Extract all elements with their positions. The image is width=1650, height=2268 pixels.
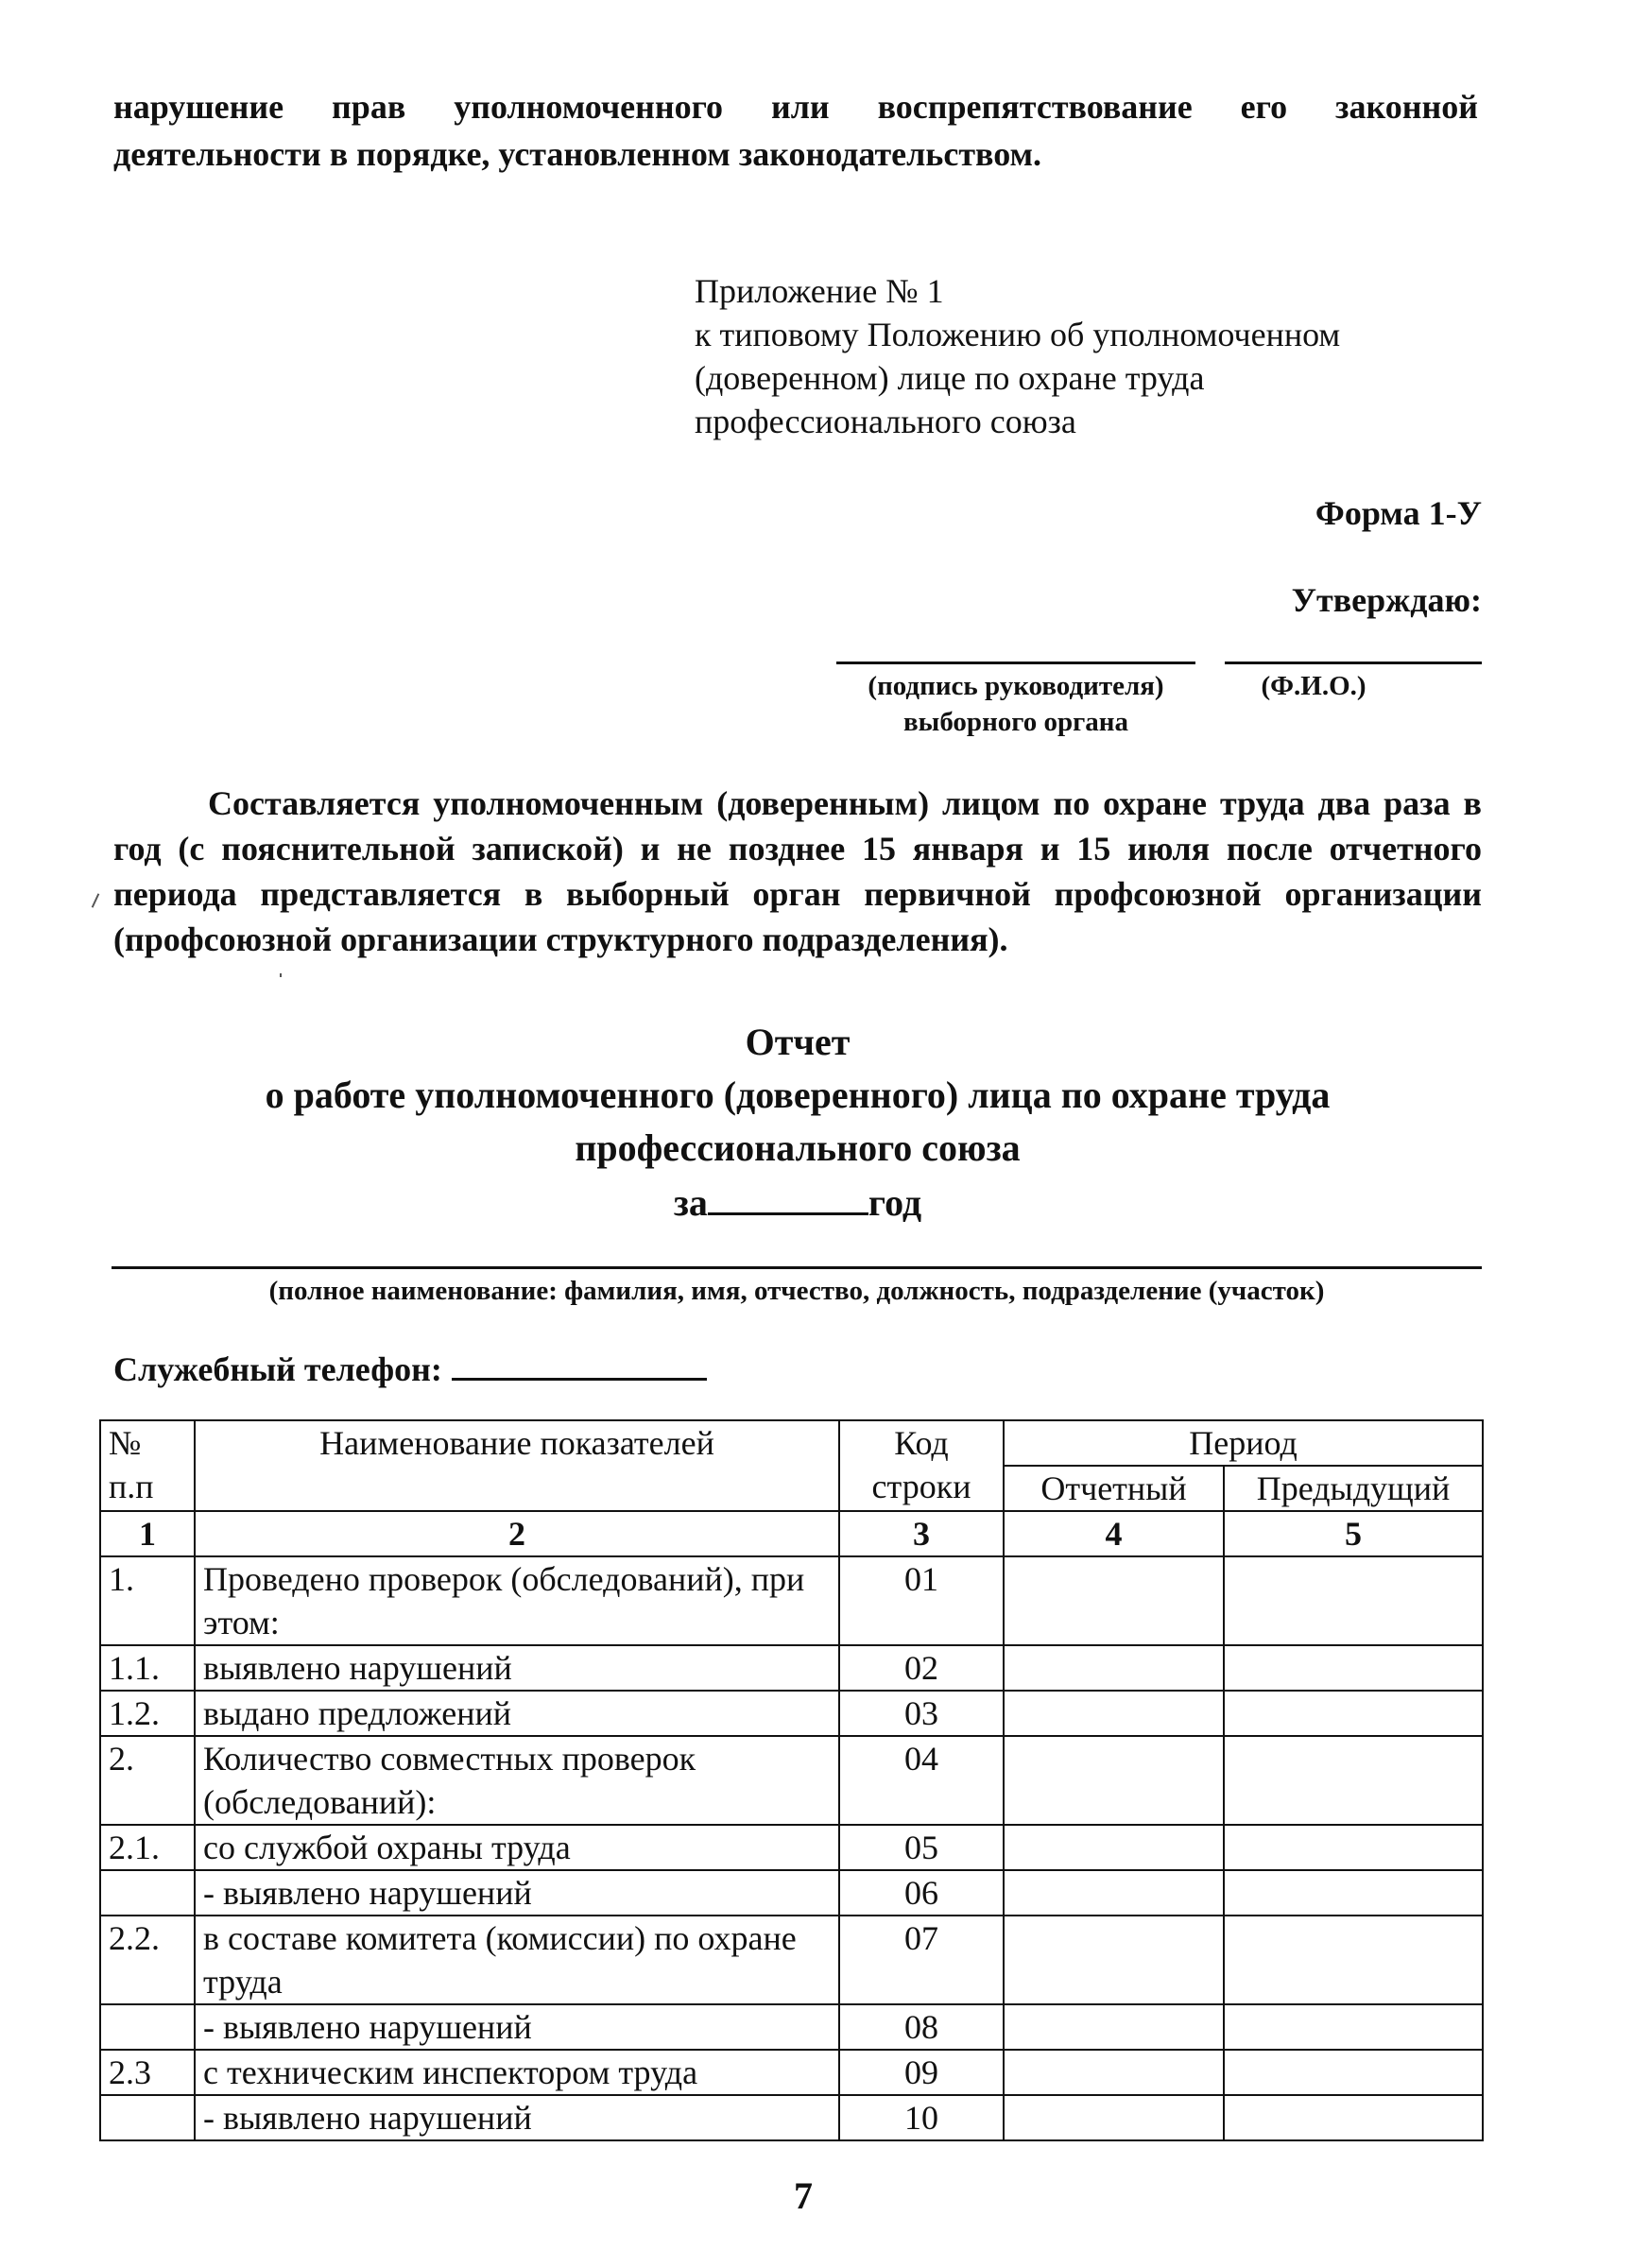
- row-previous-cell[interactable]: [1224, 1691, 1483, 1736]
- row-previous-cell[interactable]: [1224, 1825, 1483, 1870]
- header-reporting: Отчетный: [1004, 1466, 1224, 1511]
- row-name: Проведено проверок (обследований), при этом:: [195, 1556, 839, 1645]
- row-code: 02: [839, 1645, 1004, 1691]
- row-num: [100, 1870, 195, 1916]
- phone-input[interactable]: [452, 1346, 707, 1381]
- header-code: [839, 1420, 1004, 1511]
- appendix-header: [695, 269, 1545, 443]
- column-numbers-row: [100, 1511, 1483, 1556]
- row-previous-cell[interactable]: [1224, 1736, 1483, 1825]
- row-code: 09: [839, 2050, 1004, 2095]
- row-previous-cell[interactable]: [1224, 1645, 1483, 1691]
- row-code: 07: [839, 1916, 1004, 2004]
- row-num: 2.: [100, 1736, 195, 1825]
- row-num: 1.1.: [100, 1645, 195, 1691]
- row-num: 1.: [100, 1556, 195, 1645]
- appendix-line: Приложение № 1: [695, 272, 944, 310]
- column-number: 2: [195, 1511, 839, 1556]
- table-row: [100, 1736, 1483, 1825]
- row-code: 05: [839, 1825, 1004, 1870]
- row-code: 06: [839, 1870, 1004, 1916]
- header-code-line-1: Код: [894, 1424, 949, 1462]
- header-previous: Предыдущий: [1224, 1466, 1483, 1511]
- row-reporting-cell[interactable]: [1004, 1736, 1224, 1825]
- row-num: [100, 2004, 195, 2050]
- table-row: [100, 1691, 1483, 1736]
- row-previous-cell[interactable]: [1224, 2004, 1483, 2050]
- header-period: Период: [1004, 1420, 1483, 1466]
- appendix-line: к типовому Положению об уполномоченном: [695, 316, 1341, 353]
- row-reporting-cell[interactable]: [1004, 2050, 1224, 2095]
- phone-label: Служебный телефон:: [113, 1350, 442, 1388]
- row-code: 04: [839, 1736, 1004, 1825]
- row-name: Количество совместных проверок (обследований):: [195, 1736, 839, 1825]
- row-num: 1.2.: [100, 1691, 195, 1736]
- signature-field[interactable]: [836, 662, 1195, 664]
- row-name: со службой охраны труда: [195, 1825, 839, 1870]
- row-code: 08: [839, 2004, 1004, 2050]
- row-num: 2.2.: [100, 1916, 195, 2004]
- table-row: [100, 2050, 1483, 2095]
- fio-field[interactable]: [1225, 662, 1482, 664]
- row-name: выдано предложений: [195, 1691, 839, 1736]
- year-suffix: год: [868, 1181, 922, 1224]
- row-code: 03: [839, 1691, 1004, 1736]
- header-name: Наименование показателей: [195, 1420, 839, 1511]
- row-reporting-cell[interactable]: [1004, 1916, 1224, 2004]
- table-row: [100, 1916, 1483, 2004]
- fio-caption: (Ф.И.О.): [1261, 671, 1366, 701]
- row-reporting-cell[interactable]: [1004, 1691, 1224, 1736]
- table-row: [100, 1556, 1483, 1645]
- column-number: 3: [839, 1511, 1004, 1556]
- report-title-line-1: Отчет: [745, 1021, 851, 1063]
- column-number: 1: [100, 1511, 195, 1556]
- row-previous-cell[interactable]: [1224, 2050, 1483, 2095]
- scan-speck: [92, 893, 100, 907]
- report-title-line-2: о работе уполномоченного (доверенного) лица по охране труда: [265, 1074, 1331, 1116]
- table-row: [100, 1825, 1483, 1870]
- report-year-line: [674, 1175, 921, 1229]
- row-reporting-cell[interactable]: [1004, 1870, 1224, 1916]
- table-row: [100, 2095, 1483, 2140]
- row-name: в составе комитета (комиссии) по охране труда: [195, 1916, 839, 2004]
- report-title: [113, 1016, 1482, 1229]
- row-reporting-cell[interactable]: [1004, 1645, 1224, 1691]
- instructions-paragraph: Составляется уполномоченным (доверенным) лицом по охране труда два раза в год (с пояснительной запиской) и не позднее 15 января и 15 июля после отчетного периода представляется в выборный орган первичной профсоюзной организации (профсоюзной организации структурного подразделения).: [113, 784, 1482, 958]
- row-num: 2.3: [100, 2050, 195, 2095]
- row-code: 01: [839, 1556, 1004, 1645]
- form-code: Форма 1-У: [1315, 494, 1482, 532]
- signature-caption-line-2: выборного органа: [903, 707, 1128, 737]
- report-table: [99, 1419, 1484, 2141]
- appendix-line: профессионального союза: [695, 403, 1076, 440]
- table-header-row: [100, 1420, 1483, 1466]
- signature-caption: [832, 668, 1200, 740]
- row-code: 10: [839, 2095, 1004, 2140]
- report-title-line-3: профессионального союза: [575, 1126, 1021, 1169]
- column-number: 4: [1004, 1511, 1224, 1556]
- row-reporting-cell[interactable]: [1004, 1825, 1224, 1870]
- row-num: [100, 2095, 195, 2140]
- phone-row: [113, 1346, 707, 1391]
- row-reporting-cell[interactable]: [1004, 2004, 1224, 2050]
- year-input[interactable]: [708, 1175, 868, 1215]
- header-num-line-1: №: [109, 1424, 142, 1462]
- table-row: [100, 1870, 1483, 1916]
- approval-label: Утверждаю:: [1291, 581, 1482, 619]
- row-previous-cell[interactable]: [1224, 1916, 1483, 2004]
- row-num: 2.1.: [100, 1825, 195, 1870]
- row-previous-cell[interactable]: [1224, 2095, 1483, 2140]
- row-name: - выявлено нарушений: [195, 1870, 839, 1916]
- signature-caption-line-1: (подпись руководителя): [868, 671, 1164, 701]
- intro-line-2: деятельности в порядке, установленном законодательством.: [113, 135, 1042, 173]
- row-name: - выявлено нарушений: [195, 2095, 839, 2140]
- page-number: 7: [794, 2174, 813, 2217]
- intro-paragraph: [113, 83, 1478, 178]
- row-previous-cell[interactable]: [1224, 1870, 1483, 1916]
- scan-speck: [280, 973, 282, 977]
- row-name: с техническим инспектором труда: [195, 2050, 839, 2095]
- header-num-line-2: п.п: [109, 1468, 154, 1505]
- table-row: [100, 1645, 1483, 1691]
- table-row: [100, 2004, 1483, 2050]
- header-num: [100, 1420, 195, 1511]
- row-reporting-cell[interactable]: [1004, 1556, 1224, 1645]
- row-reporting-cell[interactable]: [1004, 2095, 1224, 2140]
- full-name-input[interactable]: [112, 1266, 1482, 1269]
- column-number: 5: [1224, 1511, 1483, 1556]
- header-code-line-2: строки: [871, 1468, 971, 1505]
- row-previous-cell[interactable]: [1224, 1556, 1483, 1645]
- row-name: выявлено нарушений: [195, 1645, 839, 1691]
- full-name-caption: (полное наименование: фамилия, имя, отчество, должность, подразделение (участок): [268, 1276, 1325, 1306]
- appendix-line: (доверенном) лице по охране труда: [695, 359, 1205, 397]
- row-name: - выявлено нарушений: [195, 2004, 839, 2050]
- year-prefix: за: [673, 1181, 708, 1224]
- intro-line-1: нарушение прав уполномоченного или воспрепятствование его законной: [113, 88, 1478, 126]
